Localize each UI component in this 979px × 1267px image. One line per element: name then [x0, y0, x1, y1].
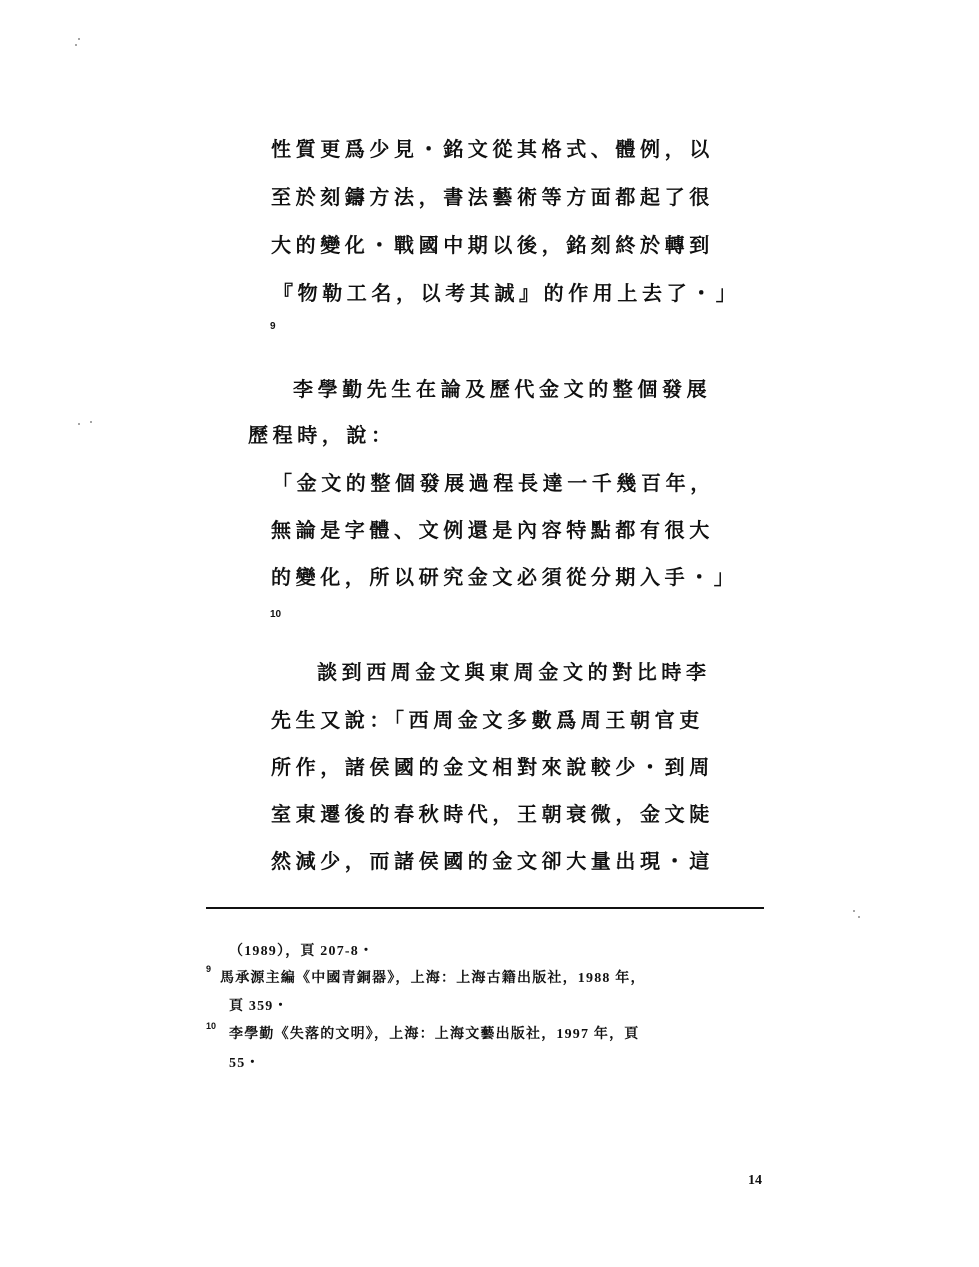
footnote-9-line-2: 頁 359・ [229, 999, 289, 1014]
scan-speck [75, 44, 77, 46]
footnote-9-number: 9 [206, 964, 212, 974]
scan-speck [78, 423, 80, 425]
body-line-1: 性質更爲少見・銘文從其格式、體例，以 [271, 137, 714, 161]
body-line-6: 歷程時，說： [248, 423, 396, 447]
footnote-10-line-2: 55・ [229, 1056, 261, 1071]
body-line-8: 無論是字體、文例還是內容特點都有很大 [271, 518, 714, 542]
footnote-10-number: 10 [206, 1021, 217, 1031]
footnote-continuation: （1989），頁 207-8・ [229, 944, 375, 959]
footnote-10-line-1: 李學勤《失落的文明》，上海：上海文藝出版社，1997 年，頁 [229, 1027, 640, 1042]
scan-speck [90, 421, 92, 423]
body-line-2: 至於刻鑄方法，書法藝術等方面都起了很 [271, 185, 714, 209]
body-line-11: 先生又說：「西周金文多數爲周王朝官吏 [271, 708, 704, 732]
body-line-3: 大的變化・戰國中期以後，銘刻終於轉到 [271, 233, 714, 257]
scan-speck [78, 38, 80, 40]
body-line-14: 然減少，而諸侯國的金文卻大量出現・這 [271, 849, 714, 873]
footnote-9-line-1: 馬承源主編《中國青銅器》，上海：上海古籍出版社，1988 年， [220, 971, 646, 986]
page-number: 14 [748, 1173, 762, 1188]
body-line-9: 的變化，所以研究金文必須從分期入手・」 [271, 565, 739, 589]
footnote-separator [206, 907, 764, 909]
body-line-10: 談到西周金文與東周金文的對比時李 [317, 660, 711, 684]
footnote-mark-10: 10 [270, 609, 282, 620]
body-line-4: 『物勒工名，以考其誠』的作用上去了・」 [273, 281, 741, 305]
footnote-mark-9: 9 [270, 321, 276, 332]
scan-speck [853, 910, 855, 912]
scan-speck [858, 916, 860, 918]
body-line-12: 所作，諸侯國的金文相對來說較少・到周 [271, 755, 714, 779]
body-line-5: 李學勤先生在論及歷代金文的整個發展 [293, 377, 712, 401]
body-line-13: 室東遷後的春秋時代，王朝衰微，金文陡 [271, 802, 714, 826]
body-line-7: 「金文的整個發展過程長達一千幾百年， [272, 471, 715, 495]
